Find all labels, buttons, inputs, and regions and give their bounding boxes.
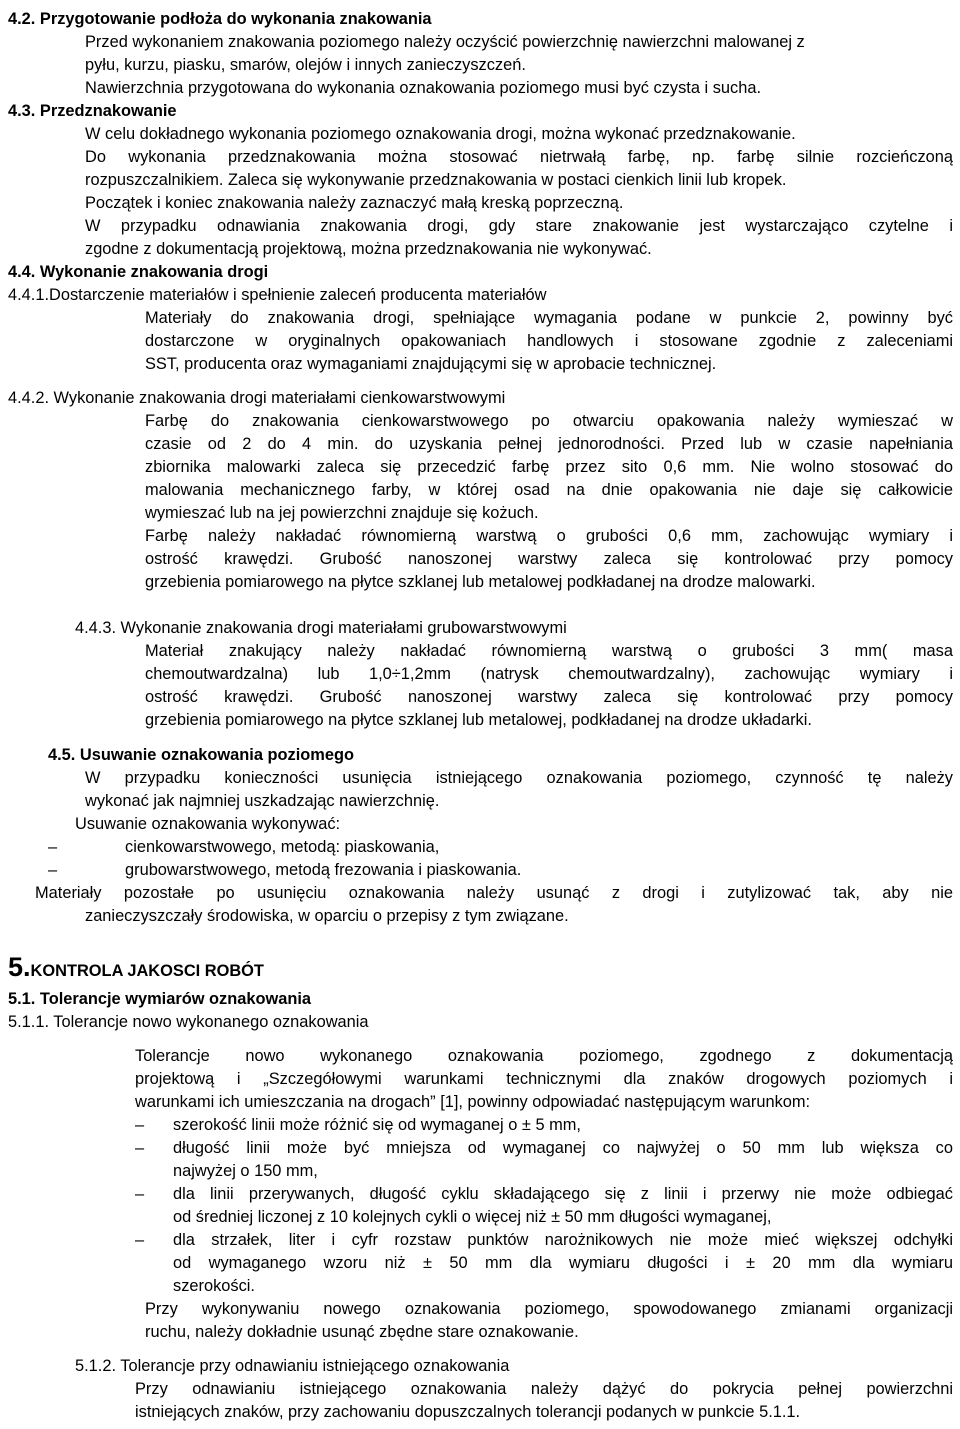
section-4-3-text: W celu dokładnego wykonania poziomego oznakowania drogi, można wykonać przedznakowanie. bbox=[85, 125, 796, 143]
list-dash: – bbox=[135, 1116, 145, 1134]
section-4-2-heading: 4.2. Przygotowanie podłoża do wykonania znakowania bbox=[8, 10, 432, 28]
section-4-4-2-text: malowania mechanicznego farby, w której osad na dnie opakowania nie daje się całkowicie bbox=[145, 481, 953, 499]
chapter-title: KONTROLA JAKOSCI ROBÓT bbox=[30, 962, 264, 980]
section-5-1-2-text: istniejących znaków, przy zachowaniu dopuszczalnych tolerancji podanych w punkcie 5.1.1. bbox=[135, 1403, 801, 1421]
section-5-1-1-text: projektową i „Szczegółowymi warunkami technicznymi dla znaków drogowych poziomych i bbox=[135, 1070, 953, 1088]
section-4-3-heading: 4.3. Przedznakowanie bbox=[8, 102, 177, 120]
section-4-3-text: W przypadku odnawiania znakowania drogi, gdy stare znakowanie jest wystarczająco czytelne i bbox=[85, 217, 953, 235]
section-4-4-1-heading: 4.4.1.Dostarczenie materiałów i spełnienie zaleceń producenta materiałów bbox=[8, 286, 547, 304]
chapter-number: 5. bbox=[8, 952, 31, 982]
section-4-5-text: Usuwanie oznakowania wykonywać: bbox=[75, 815, 341, 833]
list-item: szerokość linii może różnić się od wymaganej o ± 5 mm, bbox=[173, 1116, 581, 1134]
section-4-4-2-text: zbiornika malowarki zaleca się przecedzić farbę przez sito 0,6 mm. Nie wolno stosować do bbox=[145, 458, 953, 476]
list-item: cienkowarstwowego, metodą: piaskowania, bbox=[125, 838, 440, 856]
section-4-4-3-heading: 4.4.3. Wykonanie znakowania drogi materiałami grubowarstwowymi bbox=[75, 619, 567, 637]
section-4-2-text: Przed wykonaniem znakowania poziomego należy oczyścić powierzchnię nawierzchni malowanej z bbox=[85, 33, 805, 51]
list-item: grubowarstwowego, metodą frezowania i piaskowania. bbox=[125, 861, 522, 879]
list-item: dla strzałek, liter i cyfr rozstaw punktów narożnikowych nie może mieć większej odchyłki bbox=[173, 1231, 953, 1249]
list-dash: – bbox=[48, 861, 58, 879]
section-5-1-heading: 5.1. Tolerancje wymiarów oznakowania bbox=[8, 990, 312, 1008]
section-4-4-heading: 4.4. Wykonanie znakowania drogi bbox=[8, 263, 269, 281]
section-5-1-2-heading: 5.1.2. Tolerancje przy odnawianiu istniejącego oznakowania bbox=[75, 1357, 510, 1375]
section-5-1-1-text: ruchu, należy dokładnie usunąć zbędne stare oznakowanie. bbox=[145, 1323, 579, 1341]
section-4-3-text: Początek i koniec znakowania należy zaznaczyć małą kreską poprzeczną. bbox=[85, 194, 624, 212]
chapter-5-heading bbox=[8, 952, 264, 983]
section-4-4-2-text: Farbę należy nakładać równomierną warstwą o grubości 0,6 mm, zachowując wymiary i bbox=[145, 527, 953, 545]
section-4-4-2-text: Farbę do znakowania cienkowarstwowego po otwarciu opakowania należy wymieszać w bbox=[145, 412, 953, 430]
section-4-4-3-text: grzebienia pomiarowego na płytce szklanej lub metalowej, podkładanej na drodze układarki. bbox=[145, 711, 812, 729]
section-4-5-text: Materiały pozostałe po usunięciu oznakowania należy usunąć z drogi i zutylizować tak, aby nie bbox=[35, 884, 953, 902]
section-4-3-text: rozpuszczalnikiem. Zaleca się wykonywanie przedznakowania w postaci cienkich linii lub kropek. bbox=[85, 171, 787, 189]
list-item: od wymaganego wzoru niż ± 50 mm dla wymiaru długości i ± 20 mm dla wymiaru bbox=[173, 1254, 953, 1272]
list-dash: – bbox=[48, 838, 58, 856]
section-4-4-3-text: chemoutwardzalna) lub 1,0÷1,2mm (natrysk chemoutwardzalny), zachowując wymiary i bbox=[145, 665, 953, 683]
section-4-5-text: wykonać jak najmniej uszkadzając nawierzchnię. bbox=[85, 792, 440, 810]
section-4-4-1-text: Materiały do znakowania drogi, spełniające wymagania podane w punkcie 2, powinny być bbox=[145, 309, 953, 327]
section-4-4-2-text: wymieszać lub na jej powierzchni znajduje się kożuch. bbox=[145, 504, 539, 522]
section-4-3-text: zgodne z dokumentacją projektową, można przedznakowania nie wykonywać. bbox=[85, 240, 652, 258]
section-4-4-2-text: ostrość krawędzi. Grubość nanoszonej warstwy zaleca się kontrolować przy pomocy bbox=[145, 550, 953, 568]
section-5-1-1-text: warunkami ich umieszczania na drogach” [1], powinny odpowiadać następującym warunkom: bbox=[135, 1093, 811, 1111]
section-4-4-1-text: SST, producenta oraz wymaganiami znajdującymi się w aprobacie technicznej. bbox=[145, 355, 717, 373]
section-4-2-text: Nawierzchnia przygotowana do wykonania oznakowania poziomego musi być czysta i sucha. bbox=[85, 79, 762, 97]
section-4-4-3-text: ostrość krawędzi. Grubość nanoszonej warstwy zaleca się kontrolować przy pomocy bbox=[145, 688, 953, 706]
section-4-4-3-text: Materiał znakujący należy nakładać równomierną warstwą o grubości 3 mm( masa bbox=[145, 642, 953, 660]
section-4-5-text: W przypadku konieczności usunięcia istniejącego oznakowania poziomego, czynność tę należy bbox=[85, 769, 953, 787]
section-4-4-1-text: dostarczone w oryginalnych opakowaniach handlowych i stosowane zgodnie z zaleceniami bbox=[145, 332, 953, 350]
section-4-5-text: zanieczyszczały środowiska, w oparciu o przepisy z tym związane. bbox=[85, 907, 569, 925]
list-dash: – bbox=[135, 1139, 145, 1157]
section-5-1-1-text: Tolerancje nowo wykonanego oznakowania poziomego, zgodnego z dokumentacją bbox=[135, 1047, 953, 1065]
list-item: najwyżej o 150 mm, bbox=[173, 1162, 318, 1180]
section-4-3-text: Do wykonania przedznakowania można stosować nietrwałą farbę, np. farbę silnie rozcieńczoną bbox=[85, 148, 953, 166]
list-item: od średniej liczonej z 10 kolejnych cykli o więcej niż ± 50 mm długości wymaganej, bbox=[173, 1208, 772, 1226]
section-4-4-2-heading: 4.4.2. Wykonanie znakowania drogi materiałami cienkowarstwowymi bbox=[8, 389, 506, 407]
list-dash: – bbox=[135, 1231, 145, 1249]
list-item: dla linii przerywanych, długość cyklu składającego się z linii i przerwy nie może odbiegać bbox=[173, 1185, 953, 1203]
list-item: szerokości. bbox=[173, 1277, 255, 1295]
section-4-4-2-text: grzebienia pomiarowego na płytce szklanej lub metalowej podkładanej na drodze malowarki. bbox=[145, 573, 816, 591]
section-4-4-2-text: czasie od 2 do 4 min. do uzyskania pełnej jednorodności. Przed lub w czasie napełniania bbox=[145, 435, 953, 453]
section-5-1-1-text: Przy wykonywaniu nowego oznakowania poziomego, spowodowanego zmianami organizacji bbox=[145, 1300, 953, 1318]
list-item: długość linii może być mniejsza od wymaganej co najwyżej o 50 mm lub większa co bbox=[173, 1139, 953, 1157]
section-5-1-2-text: Przy odnawianiu istniejącego oznakowania należy dążyć do pokrycia pełnej powierzchni bbox=[135, 1380, 953, 1398]
section-4-5-heading: 4.5. Usuwanie oznakowania poziomego bbox=[48, 746, 355, 764]
section-4-2-text: pyłu, kurzu, piasku, smarów, olejów i innych zanieczyszczeń. bbox=[85, 56, 526, 74]
list-dash: – bbox=[135, 1185, 145, 1203]
section-5-1-1-heading: 5.1.1. Tolerancje nowo wykonanego oznakowania bbox=[8, 1013, 369, 1031]
